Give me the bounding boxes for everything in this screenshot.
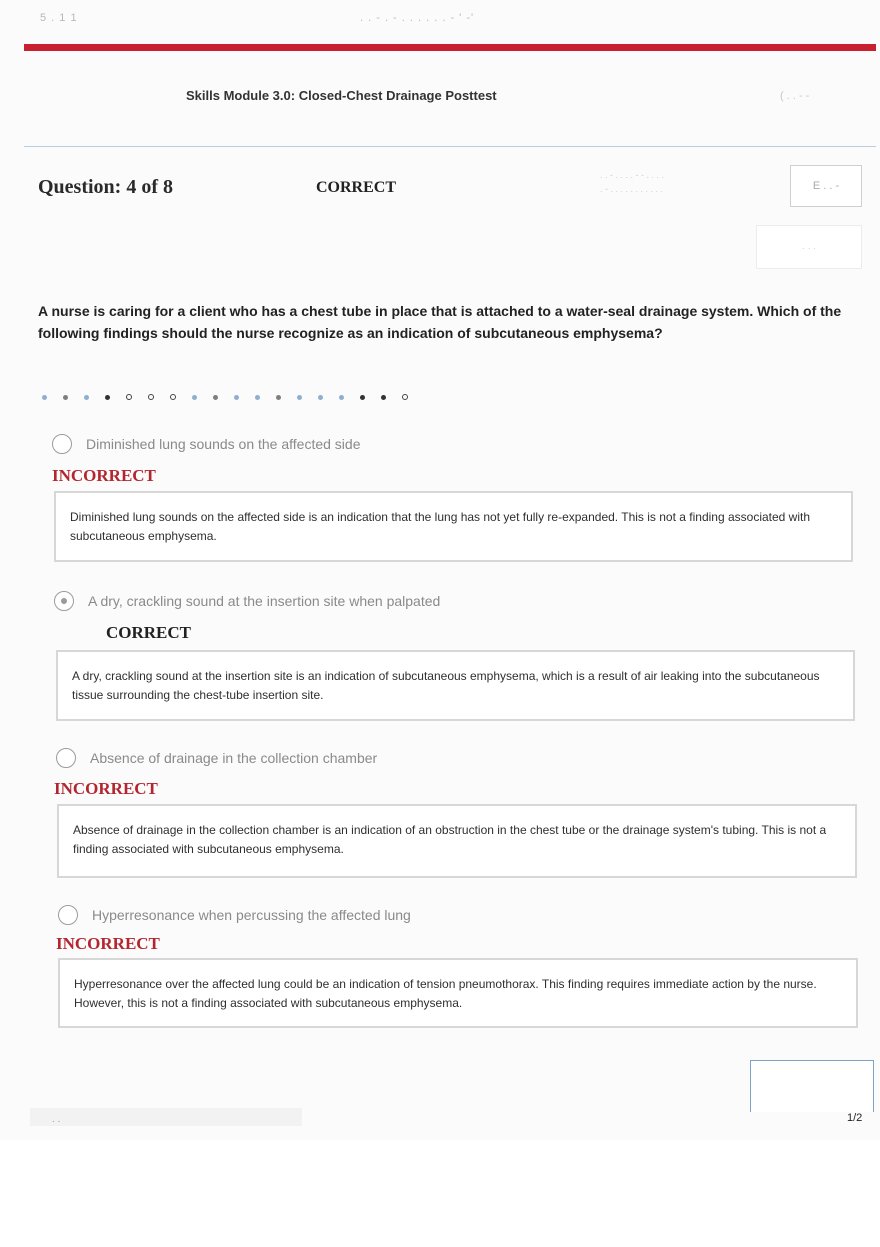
progress-dot [170,394,176,400]
option-label: Diminished lung sounds on the affected side [86,436,361,452]
option-label: Absence of drainage in the collection chamber [90,750,378,766]
progress-dot [192,395,197,400]
print-header [40,8,840,28]
rationale-text: Absence of drainage in the collection chamber is an indication of an obstruction in the chest tube or the drainage system's tubing. This is not a finding associated with subcutaneous emphysema. [73,823,827,856]
verdict-label: INCORRECT [54,779,158,798]
brand-bar [24,44,876,51]
question-text: A nurse is caring for a client who has a chest tube in place that is attached to a water-seal drainage system. Which of the following findings should the nurse recognize as an indication of subcutaneous emphysema? [38,303,842,341]
rationale-text: Hyperresonance over the affected lung could be an indication of tension pneumothorax. This finding requires immediate action by the nurse. However, this is not a finding associated with subcutaneous emphysema. [74,977,817,1010]
header-divider [24,146,876,147]
rationale-box [58,958,858,1028]
rationale-box [54,491,853,562]
progress-dots [42,390,424,404]
rationale-text: A dry, crackling sound at the insertion site is an indication of subcutaneous emphysema, which is a result of air leaking into the subcutaneous tissue surrounding the chest-tube insertion site. [72,669,820,702]
progress-dot [297,395,302,400]
module-title: Skills Module 3.0: Closed-Chest Drainage Posttest [186,88,497,103]
radio-button[interactable] [56,748,76,768]
print-header-left: 5 . 1 1 [40,12,78,24]
answer-option[interactable] [52,432,360,456]
footer-dots: . . [52,1114,61,1125]
verdict-label: INCORRECT [52,466,156,485]
progress-dot [255,395,260,400]
result-label: CORRECT [316,179,397,196]
radio-button[interactable] [58,905,78,925]
bottom-action-box[interactable] [750,1060,874,1112]
exit-button[interactable]: E . . - [790,165,862,207]
progress-dot [84,395,89,400]
option-label: A dry, crackling sound at the insertion site when palpated [88,593,441,609]
rationale-box [57,804,857,878]
progress-dot [105,395,110,400]
progress-dot [381,395,386,400]
answer-option[interactable] [54,589,440,613]
faded-info [600,168,780,196]
progress-dot [318,395,323,400]
radio-button-selected[interactable] [54,591,74,611]
module-header-right: ( . . - - [780,90,810,102]
progress-dot [63,395,68,400]
next-button[interactable]: . . . [756,225,862,269]
progress-dot [402,394,408,400]
page-number: 1/2 [847,1112,863,1124]
radio-button[interactable] [52,434,72,454]
faded-info-line: . . - . . . . - - . . . . [600,170,665,180]
progress-dot [234,395,239,400]
question-counter: Question: 4 of 8 [38,176,173,198]
verdict-label: INCORRECT [56,934,160,953]
rationale-box [56,650,855,721]
rationale-text: Diminished lung sounds on the affected side is an indication that the lung has not yet fully re-expanded. This is not a finding associated with subcutaneous emphysema. [70,510,811,543]
footer-bar [30,1108,302,1126]
progress-dot [213,395,218,400]
option-label: Hyperresonance when percussing the affected lung [92,907,411,923]
progress-dot [276,395,281,400]
answer-option[interactable] [56,746,377,770]
progress-dot [126,394,132,400]
progress-dot [360,395,365,400]
progress-dot [339,395,344,400]
verdict-label: CORRECT [106,623,192,642]
answer-option[interactable] [58,903,411,927]
progress-dot [148,394,154,400]
progress-dot [42,395,47,400]
faded-info-line: . - . . . . . . . . . . . [600,184,664,194]
print-header-url: . . - . - . . . . . . - ' -' [360,12,475,24]
